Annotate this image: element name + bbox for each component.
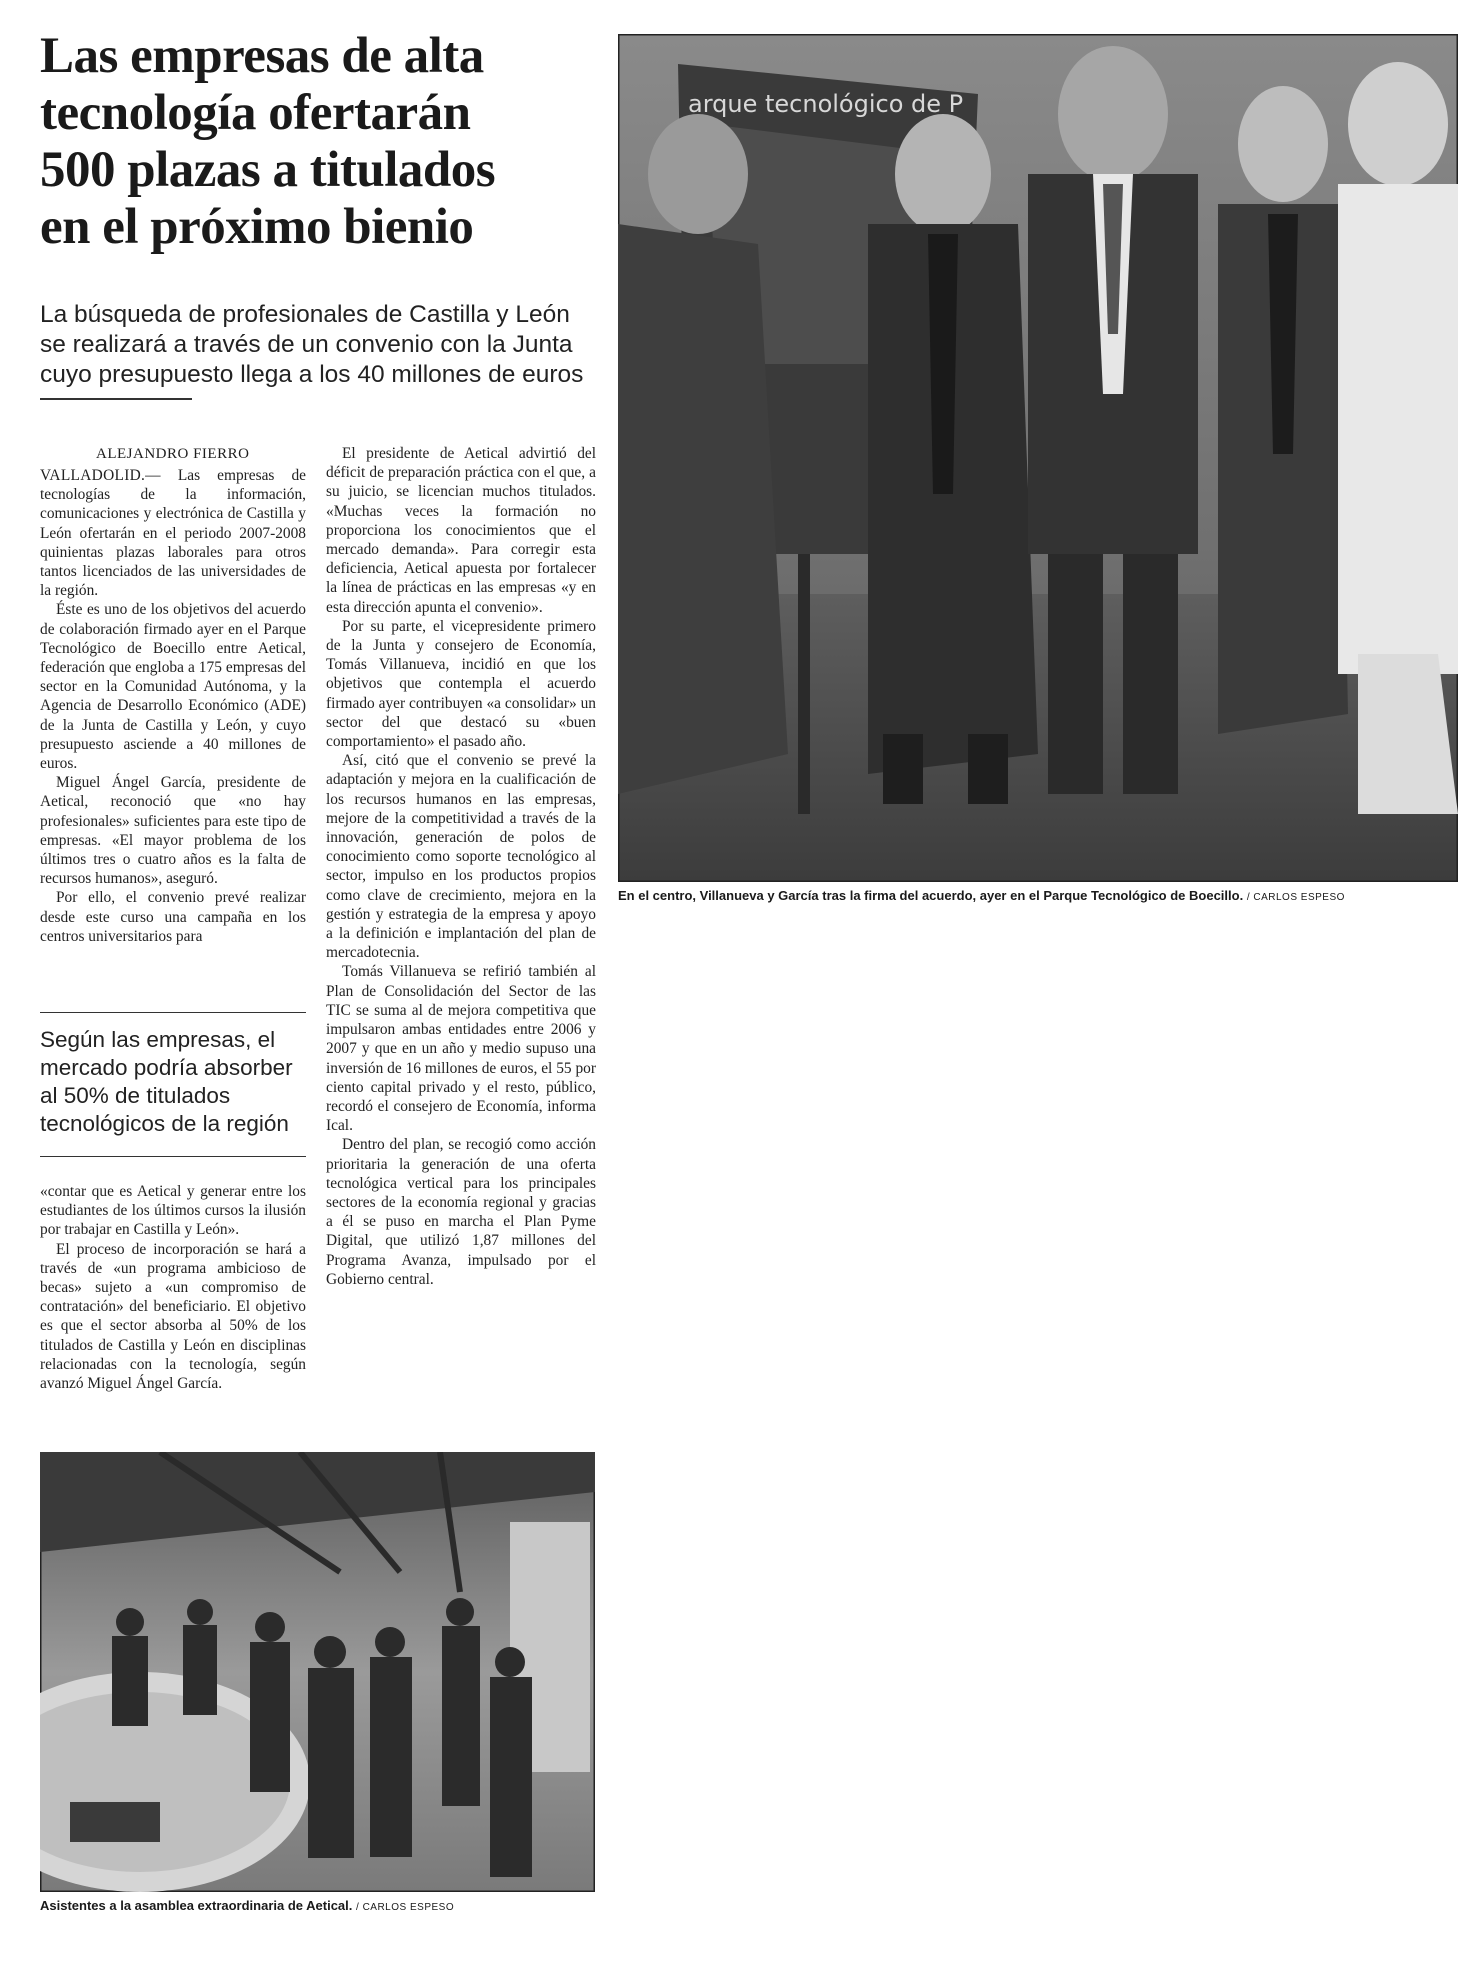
article-paragraph: Éste es uno de los objetivos del acuerdo de colaboración firmado ayer en el Parque Tecnológico de Boecillo entre Aetical, federación que engloba a 175 empresas del sector en la Comunidad Autónoma, y la Agencia de Desarrollo Económico (ADE) de la Junta de Castilla y León, y cuyo presupuesto asciende a 40 millones de euros. (40, 601, 306, 773)
article-paragraph: Miguel Ángel García, presidente de Aetical, reconoció que «no hay profesionales» suficientes para este tipo de empresas. «El mayor problema de los últimos tres o cuatro años es la falta de recursos humanos», aseguró. (40, 774, 306, 888)
headline-line: 500 plazas a titulados (40, 142, 496, 198)
subheadline (40, 300, 610, 390)
photo-credit: / CARLOS ESPESO (356, 1902, 455, 1913)
sign-text: arque tecnológico de P (688, 90, 964, 118)
byline: ALEJANDRO FIERRO (96, 446, 250, 462)
subheadline-line: La búsqueda de profesionales de Castilla y León (40, 301, 570, 328)
pull-quote-line: mercado podría absorber (40, 1055, 293, 1080)
photo-officials-image (618, 34, 1458, 882)
pull-quote (40, 1026, 310, 1138)
subheadline-line: cuyo presupuesto llega a los 40 millones de euros (40, 361, 584, 388)
headline-line: Las empresas de alta (40, 28, 484, 84)
article-paragraph: Por ello, el convenio prevé realizar desde este curso una campaña en los centros universitarios para (40, 889, 306, 945)
headline (40, 28, 600, 256)
pull-quote-line: tecnológicos de la región (40, 1111, 289, 1136)
headline-line: en el próximo bienio (40, 199, 474, 255)
article-paragraph: Por su parte, el vicepresidente primero de la Junta y consejero de Economía, Tomás Villanueva, incidió en que los objetivos que contempla el acuerdo firmado ayer contribuyen «a consolidar» un sector del que destacó su «buen comportamiento» el pasado año. (326, 617, 596, 751)
photo-credit: / CARLOS ESPESO (1246, 892, 1345, 903)
article-column-1-continued (40, 1182, 306, 1393)
headline-line: tecnología ofertarán (40, 85, 471, 141)
article-paragraph: Así, citó que el convenio se prevé la adaptación y mejora en la cualificación de los recursos humanos en las empresas, mejore de la competitividad a través de la innovación, generación de polos de conocimiento como soporte tecnológico al sector, impulso en los productos propios como clave de crecimiento, mejora en la gestión y estrategia de la empresa y apoyo a la definición e implantación del plan de mercadotecnia. (326, 752, 596, 962)
article-column-2 (326, 444, 596, 1289)
pull-quote-line: Según las empresas, el (40, 1027, 276, 1052)
subhead-rule (40, 398, 192, 400)
subheadline-line: se realizará a través de un convenio con la Junta (40, 331, 573, 358)
photo-officials (618, 34, 1458, 882)
photo-assembly-caption: Asistentes a la asamblea extraordinaria de Aetical. / CARLOS ESPESO (40, 1898, 455, 1913)
photo-assembly-image (40, 1452, 595, 1892)
article-paragraph: Dentro del plan, se recogió como acción prioritaria la generación de una oferta tecnológica vertical para los principales sectores de la economía regional y gracias a él se puso en marcha el Plan Pyme Digital, que utilizó 1,87 millones del Programa Avanza, impulsado por el Gobierno central. (326, 1136, 596, 1288)
article-paragraph: Tomás Villanueva se refirió también al Plan de Consolidación del Sector de las TIC se suma al de mejora competitiva que impulsaron ambas entidades entre 2006 y 2007 y que en un año y medio supuso una inversión de 16 millones de euros, el 55 por ciento capital privado y el resto, público, recordó el consejero de Economía, informa Ical. (326, 963, 596, 1135)
pullquote-rule-bottom (40, 1156, 306, 1157)
pullquote-rule-top (40, 1012, 306, 1013)
dateline: VALLADOLID.— (40, 467, 161, 484)
article-column-1 (40, 466, 306, 946)
article-paragraph: El proceso de incorporación se hará a través de «un programa ambicioso de becas» sujeto a «un compromiso de contratación» del beneficiario. El objetivo es que el sector absorba al 50% de los titulados de Castilla y León en disciplinas relacionadas con la tecnología, según avanzó Miguel Ángel García. (40, 1240, 306, 1393)
article-paragraph: VALLADOLID.— Las empresas de tecnologías de la información, comunicaciones y electrónica de Castilla y León ofertarán en el periodo 2007-2008 quinientas plazas laborales para otros tantos licenciados de las universidades de la región. (40, 467, 306, 600)
photo-assembly (40, 1452, 595, 1892)
photo-officials-caption: En el centro, Villanueva y García tras la firma del acuerdo, ayer en el Parque Tecnológico de Boecillo. / CARLOS ESPESO (618, 888, 1345, 903)
pull-quote-line: al 50% de titulados (40, 1083, 231, 1108)
article-paragraph: El presidente de Aetical advirtió del déficit de preparación práctica con el que, a su juicio, se licencian muchos titulados. «Muchas veces la formación no proporciona los conocimientos que el mercado demanda». Para corregir esta deficiencia, Aetical apuesta por fortalecer la línea de prácticas en las empresas «y en esta dirección apunta el convenio». (326, 445, 596, 616)
article-paragraph: «contar que es Aetical y generar entre los estudiantes de los últimos cursos la ilusión por trabajar en Castilla y León». (40, 1183, 306, 1239)
